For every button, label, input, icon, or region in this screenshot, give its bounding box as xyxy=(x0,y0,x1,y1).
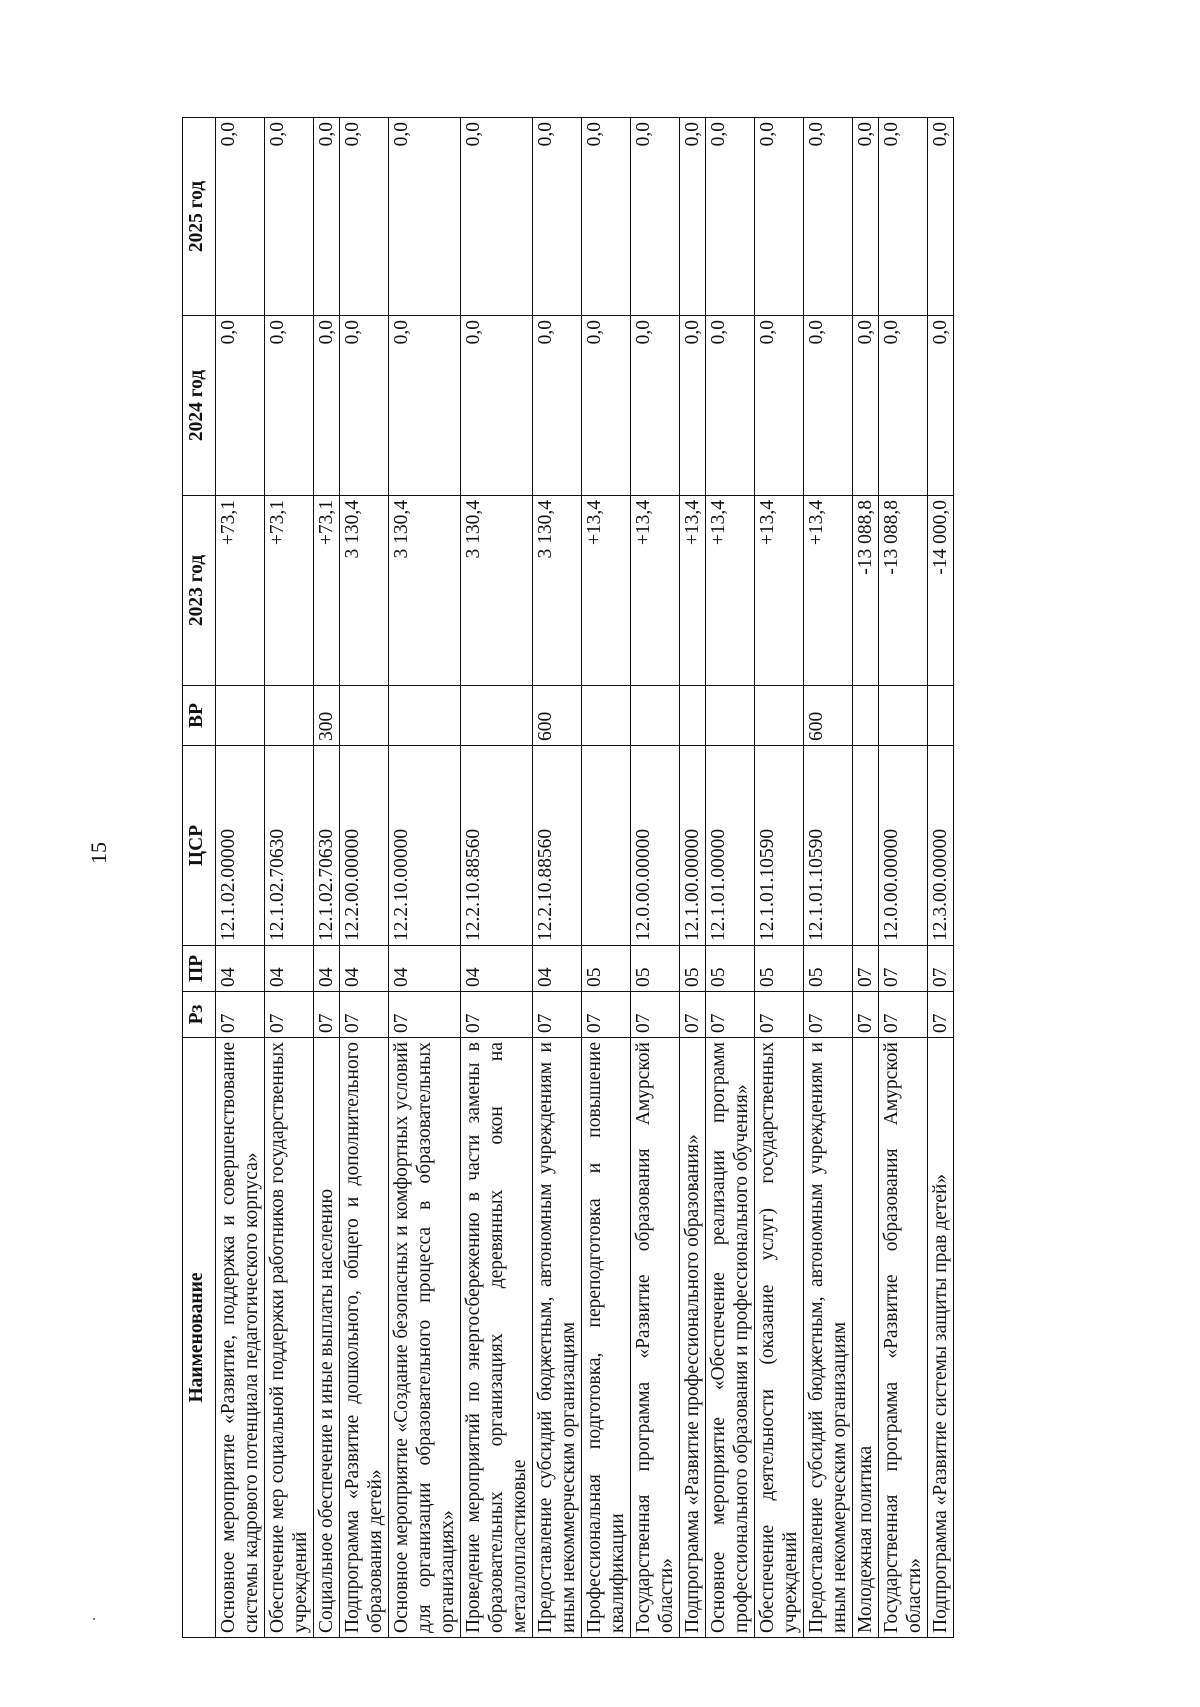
cell-2023: 3 130,4 xyxy=(389,496,461,686)
cell-2025: 0,0 xyxy=(680,118,706,316)
cell-csr: 12.1.02.70630 xyxy=(265,746,314,946)
cell-2024: 0,0 xyxy=(389,316,461,496)
header-csr: ЦСР xyxy=(183,746,216,946)
cell-csr xyxy=(582,746,631,946)
cell-2023: +13,4 xyxy=(804,496,853,686)
cell-name: Обеспечение мер социальной поддержки работников государственных учреждений xyxy=(265,1038,314,1638)
cell-pr: 07 xyxy=(853,946,879,992)
cell-name: Основное мероприятие «Создание безопасных и комфортных условий для организации образовательного процесса в образовательных организациях» xyxy=(389,1038,461,1638)
cell-vr xyxy=(631,686,680,746)
cell-rz: 07 xyxy=(582,992,631,1038)
cell-2023: 3 130,4 xyxy=(340,496,389,686)
cell-rz: 07 xyxy=(216,992,265,1038)
cell-rz: 07 xyxy=(879,992,928,1038)
cell-csr: 12.1.01.10590 xyxy=(755,746,804,946)
header-pr: ПР xyxy=(183,946,216,992)
cell-pr: 05 xyxy=(582,946,631,992)
cell-pr: 05 xyxy=(631,946,680,992)
cell-2025: 0,0 xyxy=(461,118,533,316)
cell-csr: 12.1.00.00000 xyxy=(680,746,706,946)
cell-name: Подпрограмма «Развитие дошкольного, общего и дополнительного образования детей» xyxy=(340,1038,389,1638)
cell-pr: 04 xyxy=(533,946,582,992)
cell-pr: 04 xyxy=(389,946,461,992)
cell-rz: 07 xyxy=(706,992,755,1038)
cell-2023: +73,1 xyxy=(216,496,265,686)
cell-2024: 0,0 xyxy=(314,316,340,496)
table-row xyxy=(461,118,533,1638)
cell-2025: 0,0 xyxy=(804,118,853,316)
table-row xyxy=(879,118,928,1638)
cell-vr xyxy=(680,686,706,746)
cell-2024: 0,0 xyxy=(631,316,680,496)
cell-2025: 0,0 xyxy=(265,118,314,316)
cell-2024: 0,0 xyxy=(582,316,631,496)
cell-pr: 07 xyxy=(879,946,928,992)
cell-name: Молодежная политика xyxy=(853,1038,879,1638)
cell-csr: 12.3.00.00000 xyxy=(928,746,954,946)
table-row xyxy=(706,118,755,1638)
cell-2023: +13,4 xyxy=(582,496,631,686)
cell-name: Профессиональная подготовка, переподготовка и повышение квалификации xyxy=(582,1038,631,1638)
cell-rz: 07 xyxy=(804,992,853,1038)
table-row xyxy=(804,118,853,1638)
cell-rz: 07 xyxy=(533,992,582,1038)
cell-2025: 0,0 xyxy=(216,118,265,316)
cell-vr xyxy=(216,686,265,746)
cell-name: Подпрограмма «Развитие системы защиты прав детей» xyxy=(928,1038,954,1638)
cell-2025: 0,0 xyxy=(340,118,389,316)
cell-name: Обеспечение деятельности (оказание услуг) государственных учреждений xyxy=(755,1038,804,1638)
cell-2024: 0,0 xyxy=(533,316,582,496)
cell-2023: -13 088,8 xyxy=(879,496,928,686)
cell-name: Предоставление субсидий бюджетным, автономным учреждениям и иным некоммерческим организациям xyxy=(804,1038,853,1638)
table-row xyxy=(314,118,340,1638)
header-2025: 2025 год xyxy=(183,118,216,316)
table-row xyxy=(265,118,314,1638)
cell-vr xyxy=(928,686,954,746)
cell-csr: 12.1.01.10590 xyxy=(804,746,853,946)
cell-2023: 3 130,4 xyxy=(533,496,582,686)
page-number: 15 xyxy=(86,842,111,864)
cell-2024: 0,0 xyxy=(265,316,314,496)
header-2023: 2023 год xyxy=(183,496,216,686)
cell-2025: 0,0 xyxy=(533,118,582,316)
cell-rz: 07 xyxy=(265,992,314,1038)
cell-vr: 600 xyxy=(533,686,582,746)
cell-pr: 07 xyxy=(928,946,954,992)
cell-pr: 04 xyxy=(340,946,389,992)
cell-name: Основное мероприятие «Обеспечение реализации программ профессионального образования и профессионального обучения» xyxy=(706,1038,755,1638)
header-2024: 2024 год xyxy=(183,316,216,496)
cell-pr: 04 xyxy=(314,946,340,992)
cell-2024: 0,0 xyxy=(461,316,533,496)
cell-rz: 07 xyxy=(314,992,340,1038)
cell-2024: 0,0 xyxy=(340,316,389,496)
cell-2023: +73,1 xyxy=(314,496,340,686)
table-row xyxy=(389,118,461,1638)
cell-rz: 07 xyxy=(340,992,389,1038)
cell-2025: 0,0 xyxy=(582,118,631,316)
cell-vr: 600 xyxy=(804,686,853,746)
cell-name: Основное мероприятие «Развитие, поддержка и совершенствование системы кадрового потенциала педагогического корпуса» xyxy=(216,1038,265,1638)
cell-2024: 0,0 xyxy=(680,316,706,496)
cell-csr: 12.1.02.00000 xyxy=(216,746,265,946)
header-row xyxy=(183,118,216,1638)
cell-2023: +13,4 xyxy=(755,496,804,686)
table-row xyxy=(340,118,389,1638)
table-row xyxy=(631,118,680,1638)
cell-csr: 12.2.10.88560 xyxy=(533,746,582,946)
cell-name: Проведение мероприятий по энергосбережению в части замены в образовательных организациях деревянных окон на металлопластиковые xyxy=(461,1038,533,1638)
cell-pr: 05 xyxy=(706,946,755,992)
cell-pr: 04 xyxy=(461,946,533,992)
cell-csr xyxy=(853,746,879,946)
cell-2025: 0,0 xyxy=(631,118,680,316)
cell-vr: 300 xyxy=(314,686,340,746)
cell-2023: +13,4 xyxy=(680,496,706,686)
table-row xyxy=(533,118,582,1638)
cell-vr xyxy=(706,686,755,746)
cell-pr: 05 xyxy=(755,946,804,992)
cell-2024: 0,0 xyxy=(928,316,954,496)
cell-2024: 0,0 xyxy=(804,316,853,496)
cell-2025: 0,0 xyxy=(755,118,804,316)
table-row xyxy=(680,118,706,1638)
cell-csr: 12.2.00.00000 xyxy=(340,746,389,946)
cell-2023: +13,4 xyxy=(706,496,755,686)
table-body xyxy=(216,118,954,1638)
cell-rz: 07 xyxy=(928,992,954,1038)
cell-2023: -13 088,8 xyxy=(853,496,879,686)
cell-vr xyxy=(582,686,631,746)
cell-vr xyxy=(389,686,461,746)
cell-rz: 07 xyxy=(389,992,461,1038)
cell-pr: 04 xyxy=(265,946,314,992)
cell-pr: 05 xyxy=(804,946,853,992)
cell-csr: 12.2.10.00000 xyxy=(389,746,461,946)
cell-name: Предоставление субсидий бюджетным, автономным учреждениям и иным некоммерческим организациям xyxy=(533,1038,582,1638)
cell-pr: 04 xyxy=(216,946,265,992)
cell-name: Государственная программа «Развитие образования Амурской области» xyxy=(631,1038,680,1638)
cell-2025: 0,0 xyxy=(928,118,954,316)
cell-rz: 07 xyxy=(461,992,533,1038)
header-vr: ВР xyxy=(183,686,216,746)
cell-pr: 05 xyxy=(680,946,706,992)
table-row xyxy=(582,118,631,1638)
table-row xyxy=(216,118,265,1638)
cell-2023: 3 130,4 xyxy=(461,496,533,686)
cell-name: Социальное обеспечение и иные выплаты населению xyxy=(314,1038,340,1638)
cell-vr xyxy=(879,686,928,746)
cell-rz: 07 xyxy=(853,992,879,1038)
header-name: Наименование xyxy=(183,1038,216,1638)
cell-2024: 0,0 xyxy=(706,316,755,496)
cell-csr: 12.1.02.70630 xyxy=(314,746,340,946)
cell-name: Подпрограмма «Развитие профессионального образования» xyxy=(680,1038,706,1638)
cell-2025: 0,0 xyxy=(879,118,928,316)
cell-2024: 0,0 xyxy=(853,316,879,496)
table-row xyxy=(928,118,954,1638)
cell-2025: 0,0 xyxy=(389,118,461,316)
cell-csr: 12.1.01.00000 xyxy=(706,746,755,946)
cell-2024: 0,0 xyxy=(879,316,928,496)
cell-vr xyxy=(340,686,389,746)
cell-csr: 12.0.00.00000 xyxy=(631,746,680,946)
cell-name: Государственная программа «Развитие образования Амурской области» xyxy=(879,1038,928,1638)
table-row xyxy=(755,118,804,1638)
cell-csr: 12.0.00.00000 xyxy=(879,746,928,946)
table-row xyxy=(853,118,879,1638)
cell-rz: 07 xyxy=(680,992,706,1038)
cell-2023: +13,4 xyxy=(631,496,680,686)
cell-rz: 07 xyxy=(631,992,680,1038)
cell-2025: 0,0 xyxy=(314,118,340,316)
cell-2024: 0,0 xyxy=(755,316,804,496)
cell-2023: -14 000,0 xyxy=(928,496,954,686)
cell-2023: +73,1 xyxy=(265,496,314,686)
header-rz: Рз xyxy=(183,992,216,1038)
cell-2025: 0,0 xyxy=(853,118,879,316)
cell-vr xyxy=(755,686,804,746)
cell-rz: 07 xyxy=(755,992,804,1038)
scan-artifact xyxy=(93,1618,95,1620)
cell-csr: 12.2.10.88560 xyxy=(461,746,533,946)
budget-table xyxy=(182,117,954,1638)
cell-vr xyxy=(265,686,314,746)
cell-vr xyxy=(461,686,533,746)
cell-vr xyxy=(853,686,879,746)
rotated-table-container xyxy=(182,118,1062,1638)
cell-2024: 0,0 xyxy=(216,316,265,496)
cell-2025: 0,0 xyxy=(706,118,755,316)
